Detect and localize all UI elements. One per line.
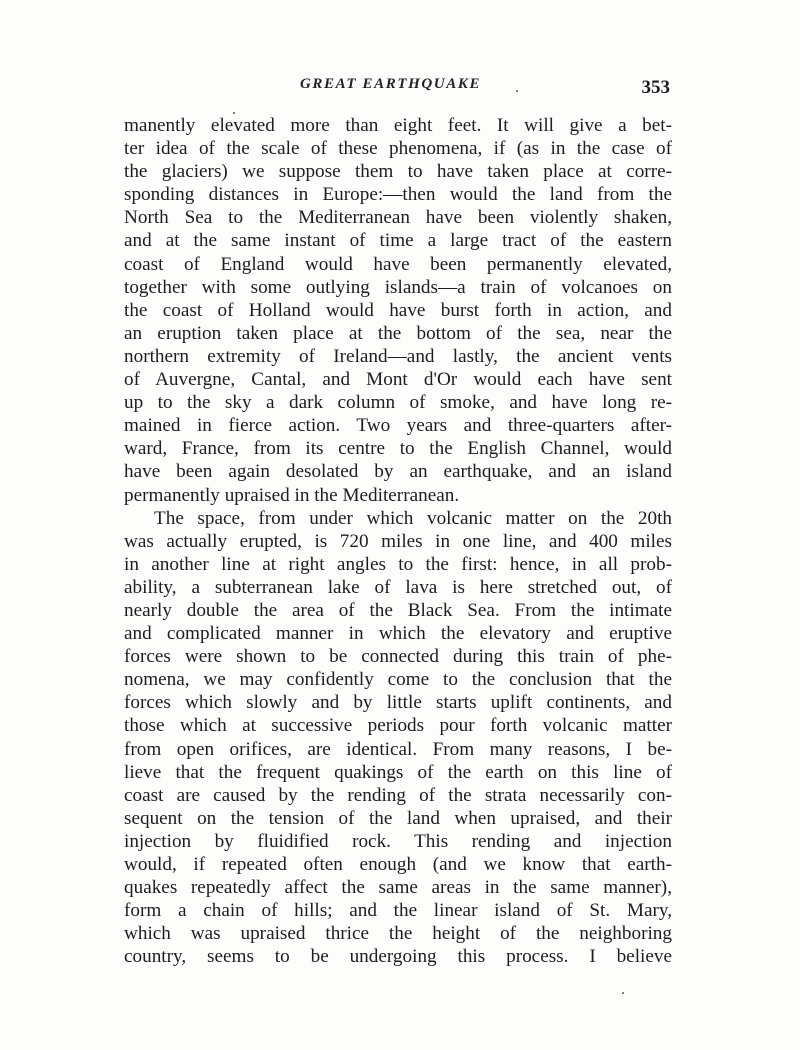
text-line: North Sea to the Mediterranean have been violently shaken, [124, 207, 672, 229]
print-speck [516, 90, 518, 92]
print-speck [233, 112, 235, 114]
text-line: have been again desolated by an earthquake, and an island [124, 461, 672, 483]
text-line: those which at successive periods pour forth volcanic matter [124, 715, 672, 737]
text-line: lieve that the frequent quakings of the earth on this line of [124, 761, 672, 783]
text-line: manently elevated more than eight feet. It will give a bet- [124, 115, 672, 136]
text-line: northern extremity of Ireland—and lastly, the ancient vents [124, 345, 672, 367]
text-line: from open orifices, are identical. From many reasons, I be- [124, 738, 672, 760]
text-line: which was upraised thrice the height of the neighboring [124, 923, 672, 945]
paragraph [124, 507, 672, 969]
page-number: 353 [641, 77, 670, 98]
text-line: coast of England would have been permanently elevated, [124, 253, 672, 275]
text-line: up to the sky a dark column of smoke, and have long re- [124, 392, 672, 414]
text-line: permanently upraised in the Mediterranean. [124, 484, 460, 506]
text-line: and at the same instant of time a large tract of the eastern [124, 230, 672, 252]
text-line: sponding distances in Europe:—then would the land from the [124, 184, 672, 206]
text-line: the glaciers) we suppose them to have taken place at corre- [124, 161, 672, 183]
text-line: nomena, we may confidently come to the conclusion that the [124, 669, 672, 691]
print-speck [622, 992, 624, 994]
text-line: together with some outlying islands—a train of volcanoes on [124, 276, 672, 298]
text-line: and complicated manner in which the elevatory and eruptive [124, 623, 672, 645]
text-line: an eruption taken place at the bottom of the sea, near the [124, 322, 672, 344]
text-line: nearly double the area of the Black Sea. From the intimate [124, 599, 672, 621]
text-line: forces were shown to be connected during this train of phe- [124, 646, 672, 668]
text-line: in another line at right angles to the first: hence, in all prob- [124, 553, 672, 575]
text-line: forces which slowly and by little starts uplift continents, and [124, 692, 672, 714]
text-line: ward, France, from its centre to the English Channel, would [124, 438, 672, 460]
text-line: ter idea of the scale of these phenomena, if (as in the case of [124, 138, 672, 160]
text-line: would, if repeated often enough (and we know that earth- [124, 854, 672, 875]
paragraph [124, 114, 672, 507]
text-line: mained in fierce action. Two years and three-quarters after- [124, 415, 672, 437]
text-line: sequent on the tension of the land when upraised, and their [124, 807, 672, 829]
text-line: of Auvergne, Cantal, and Mont d'Or would each have sent [124, 369, 672, 391]
text-line: the coast of Holland would have burst forth in action, and [124, 299, 672, 321]
text-line: ability, a subterranean lake of lava is here stretched out, of [124, 576, 672, 598]
text-line: injection by fluidified rock. This rending and injection [124, 830, 672, 852]
text-line: country, seems to be undergoing this process. I believe [124, 946, 672, 968]
text-line: form a chain of hills; and the linear island of St. Mary, [124, 900, 672, 922]
text-line: coast are caused by the rending of the strata necessarily con- [124, 784, 672, 806]
running-title: GREAT EARTHQUAKE [300, 76, 482, 92]
text-line: quakes repeatedly affect the same areas in the same manner), [124, 877, 672, 899]
text-line: The space, from under which volcanic matter on the 20th [154, 507, 672, 529]
text-line: was actually erupted, is 720 miles in one line, and 400 miles [124, 530, 672, 552]
running-head [124, 76, 672, 102]
body-text [124, 114, 672, 968]
